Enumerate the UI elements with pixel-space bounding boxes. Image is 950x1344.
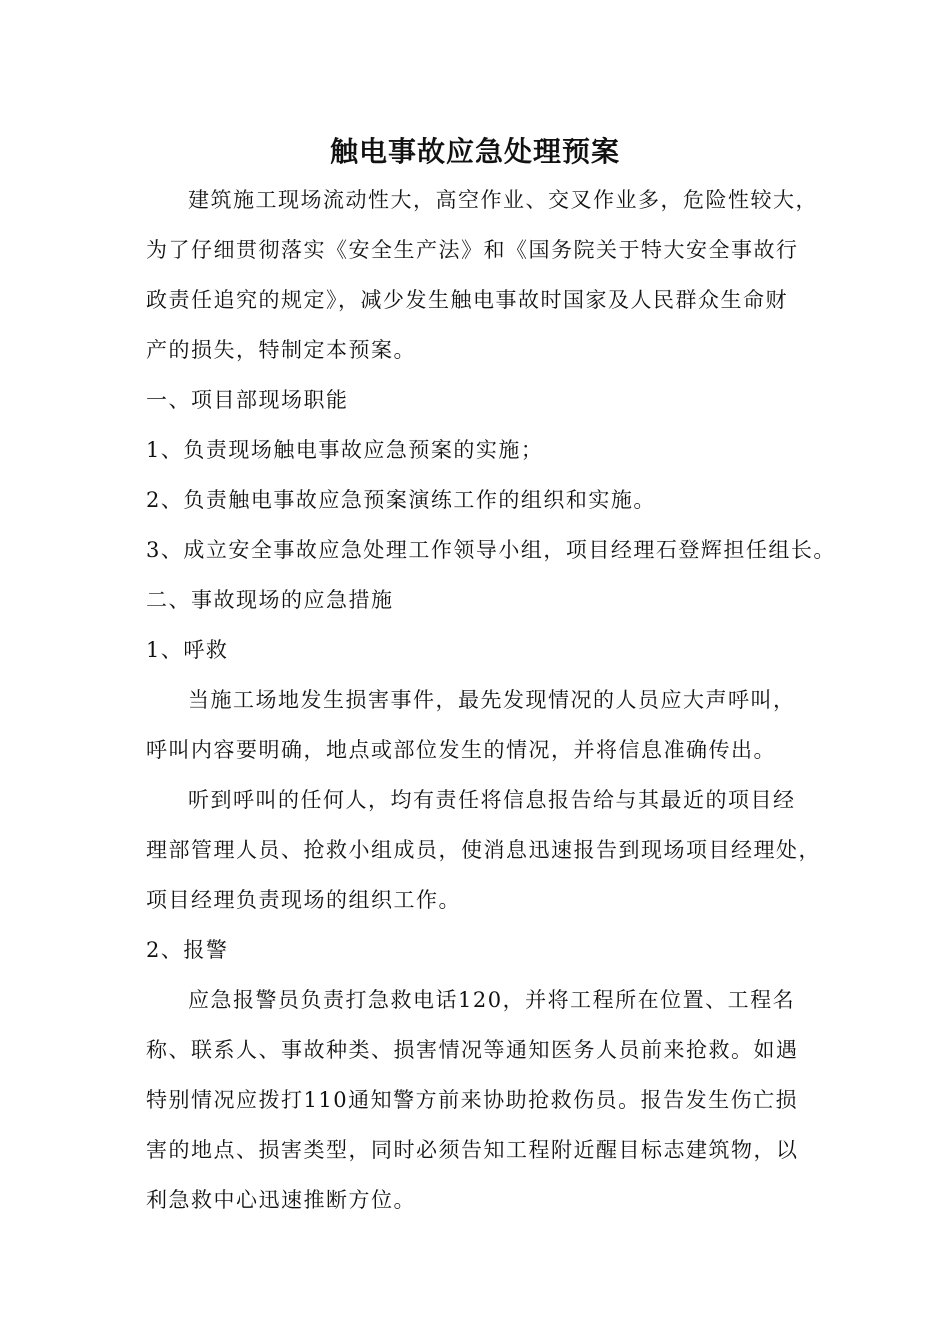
paragraph-line: 建筑施工现场流动性大，高空作业、交叉作业多，危险性较大， [188, 188, 818, 212]
paragraph-line: 应急报警员负责打急救电话120，并将工程所在位置、工程名 [188, 988, 796, 1012]
paragraph-line: 呼叫内容要明确，地点或部位发生的情况，并将信息准确传出。 [146, 738, 776, 762]
list-item: 2、负责触电事故应急预案演练工作的组织和实施。 [146, 488, 656, 512]
subsection-heading: 1、呼救 [146, 638, 229, 662]
paragraph-line: 项目经理负责现场的组织工作。 [146, 888, 461, 912]
paragraph-line: 理部管理人员、抢救小组成员，使消息迅速报告到现场项目经理处， [146, 838, 821, 862]
list-item: 1、负责现场触电事故应急预案的实施； [146, 438, 544, 462]
list-item: 3、成立安全事故应急处理工作领导小组，项目经理石登辉担任组长。 [146, 538, 836, 562]
paragraph-line: 当施工场地发生损害事件，最先发现情况的人员应大声呼叫， [188, 688, 796, 712]
paragraph-line: 特别情况应拨打110通知警方前来协助抢救伤员。报告发生伤亡损 [146, 1088, 799, 1112]
paragraph-line: 听到呼叫的任何人，均有责任将信息报告给与其最近的项目经 [188, 788, 796, 812]
paragraph-line: 产的损失，特制定本预案。 [146, 338, 416, 362]
section-heading: 二、事故现场的应急措施 [146, 588, 394, 612]
paragraph-line: 称、联系人、事故种类、损害情况等通知医务人员前来抢救。如遇 [146, 1038, 799, 1062]
paragraph-line: 为了仔细贯彻落实《安全生产法》和《国务院关于特大安全事故行 [146, 238, 799, 262]
paragraph-line: 害的地点、损害类型，同时必须告知工程附近醒目标志建筑物，以 [146, 1138, 799, 1162]
paragraph-line: 政责任追究的规定》，减少发生触电事故时国家及人民群众生命财 [146, 288, 788, 312]
section-heading: 一、项目部现场职能 [146, 388, 349, 412]
paragraph-line: 利急救中心迅速推断方位。 [146, 1188, 416, 1212]
document-title: 触电事故应急处理预案 [329, 135, 620, 168]
subsection-heading: 2、报警 [146, 938, 229, 962]
